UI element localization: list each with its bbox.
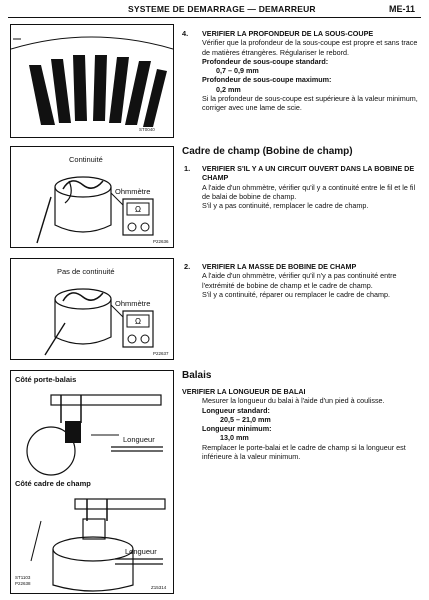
figure-undercut bbox=[10, 24, 174, 138]
step-text: Si la profondeur de sous-coupe est supérieure à la valeur minimum, corriger avec une lame de scie. bbox=[202, 94, 418, 113]
figure-code-left-2: P22638 bbox=[15, 581, 31, 586]
figure-label: Continuité bbox=[69, 155, 103, 164]
step-text: A l'aide d'un ohmmètre, vérifier qu'il n'y a pas continuité entre l'extrémité de bobine de champ et le cadre de champ. bbox=[202, 271, 397, 290]
page-header bbox=[8, 4, 421, 18]
length-label-bottom: Longueur bbox=[125, 547, 157, 556]
step-undercut bbox=[202, 29, 418, 113]
spec-label: Profondeur de sous-coupe standard: bbox=[202, 56, 329, 66]
figure-label-top: Côté porte-balais bbox=[15, 375, 77, 384]
field-frame-ohmmeter-illustration bbox=[11, 147, 173, 247]
step-text: A l'aide d'un ohmmètre, vérifier qu'il y a continuité entre le fil et le fil de balai de bobine de champ. bbox=[202, 182, 416, 201]
spec-value: 20,5 – 21,0 mm bbox=[220, 414, 271, 424]
step-number: 4. bbox=[182, 29, 189, 38]
ohmmeter-label: Ohmmètre bbox=[115, 299, 151, 308]
header-rule bbox=[8, 17, 421, 18]
spec-value: 0,2 mm bbox=[216, 84, 241, 94]
page-number: ME-11 bbox=[388, 4, 415, 14]
step-text: Mesurer la longueur du balai à l'aide d'un pied à coulisse. bbox=[202, 396, 385, 406]
step-open-circuit bbox=[202, 164, 418, 210]
step-title: VERIFIER LA PROFONDEUR DE LA SOUS-COUPE bbox=[202, 29, 374, 38]
step-ground bbox=[202, 262, 418, 299]
section-heading: Cadre de champ (Bobine de champ) bbox=[182, 146, 353, 157]
field-frame-ground-illustration bbox=[11, 259, 173, 359]
figure-code-right: Z15314 bbox=[151, 585, 167, 590]
step-number: 2. bbox=[184, 262, 191, 271]
commutator-illustration bbox=[11, 25, 173, 137]
figure-brush-length bbox=[10, 370, 174, 594]
figure-code: P22637 bbox=[153, 351, 169, 356]
svg-text:Ω: Ω bbox=[135, 205, 141, 214]
svg-text:Ω: Ω bbox=[135, 317, 141, 326]
spec-label: Longueur minimum: bbox=[202, 424, 272, 434]
step-brush-length bbox=[182, 387, 418, 461]
spec-value: 13,0 mm bbox=[220, 433, 249, 443]
step-title: VERIFIER LA MASSE DE BOBINE DE CHAMP bbox=[202, 262, 357, 271]
length-label-top: Longueur bbox=[123, 435, 155, 444]
step-title: VERIFIER LA LONGUEUR DE BALAI bbox=[182, 387, 306, 396]
figure-label-bottom: Côté cadre de champ bbox=[15, 479, 91, 488]
spec-label: Longueur standard: bbox=[202, 405, 270, 415]
figure-label: Pas de continuité bbox=[57, 267, 115, 276]
ohmmeter-label: Ohmmètre bbox=[115, 187, 151, 196]
step-number: 1. bbox=[184, 164, 191, 173]
figure-code: ST0040 bbox=[139, 127, 155, 132]
figure-no-continuity bbox=[10, 258, 174, 360]
step-title: VERIFIER S'IL Y A UN CIRCUIT OUVERT DANS LA BOBINE DE CHAMP bbox=[202, 164, 415, 183]
step-text: S'il y a pas continuité, remplacer le cadre de champ. bbox=[202, 201, 369, 211]
section-heading: Balais bbox=[182, 370, 212, 381]
step-text: S'il y a continuité, réparer ou remplacer le cadre de champ. bbox=[202, 289, 390, 299]
header-title: SYSTEME DE DEMARRAGE — DEMARREUR bbox=[128, 4, 316, 14]
figure-code: P22636 bbox=[153, 239, 169, 244]
step-text: Remplacer le porte-balai et le cadre de champ si la longueur est inférieure à la valeur minimum. bbox=[202, 442, 406, 462]
step-text: Vérifier que la profondeur de la sous-coupe est propre et sans trace de matières étrangères. Régulariser le rebord. bbox=[202, 38, 418, 57]
spec-value: 0,7 – 0,9 mm bbox=[216, 66, 259, 76]
figure-code-left-1: ST1103 bbox=[15, 575, 31, 580]
spec-label: Profondeur de sous-coupe maximum: bbox=[202, 75, 332, 85]
figure-continuity bbox=[10, 146, 174, 248]
